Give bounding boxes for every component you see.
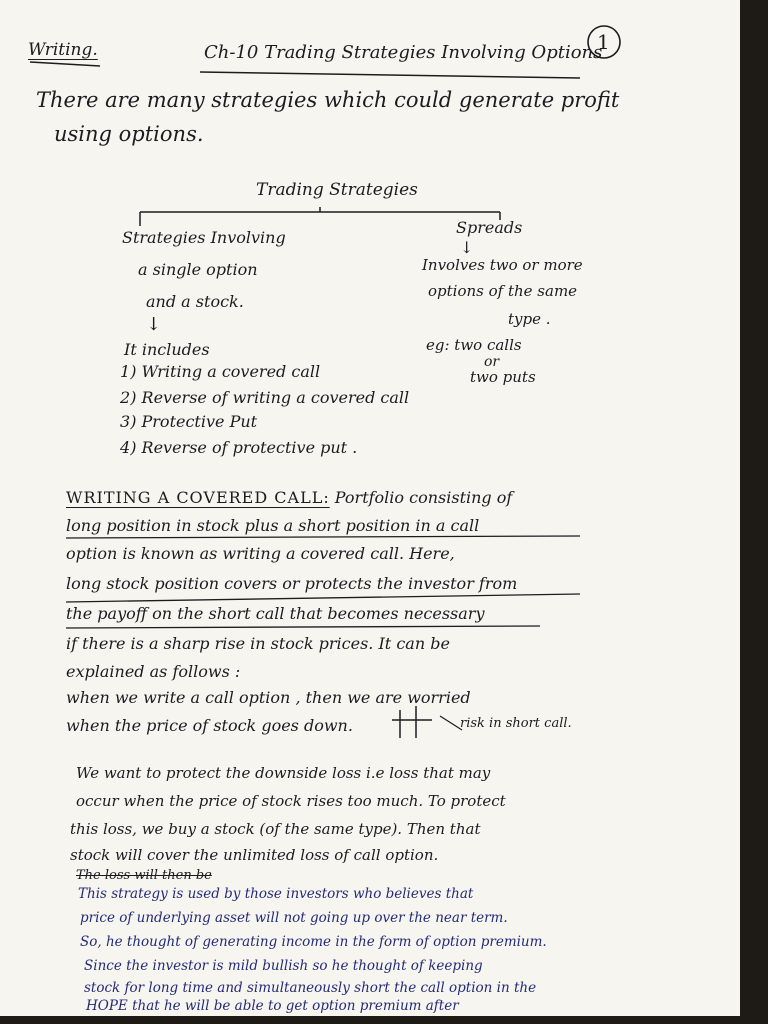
tree-right-title: Spreads (456, 218, 523, 237)
list-item: 3) Protective Put (120, 412, 258, 431)
tree-left-line-3: and a stock. (146, 292, 244, 311)
tree-right-line-2: options of the same (428, 282, 578, 300)
list-num: 1 (120, 362, 131, 381)
tree-left-line-1: Strategies Involving (122, 228, 286, 247)
chapter-title: Ch-10 Trading Strategies Involving Options (204, 42, 603, 63)
para2-line-2: this loss, we buy a stock (of the same type). Then that (70, 820, 481, 838)
intro-line-1: There are many strategies which could generate profit (36, 88, 620, 112)
blue-note-line-1: price of underlying asset will not going up over the near term. (80, 910, 508, 926)
blue-note-line-4: stock for long time and simultaneously short the call option in the (84, 980, 537, 996)
blue-note-line-5: HOPE that he will be able to get option premium after (86, 998, 459, 1014)
tree-right-line-1: Involves two or more (422, 256, 583, 274)
para2-line-0: We want to protect the downside loss i.e loss that may (76, 764, 491, 782)
covered-call-line-4: the payoff on the short call that becomes necessary (66, 604, 485, 623)
covered-call-line-7: when we write a call option , then we are worried (66, 688, 471, 707)
list-text: Reverse of protective put . (141, 438, 358, 457)
tree-right-line-3: type . (508, 310, 551, 328)
para2-line-3: stock will cover the unlimited loss of call option. (70, 846, 439, 864)
covered-call-line-2: option is known as writing a covered call. Here, (66, 544, 455, 563)
tree-left-line-2: a single option (138, 260, 258, 279)
struck-text: The loss will then be (76, 868, 212, 883)
tree-right-arrow: ↓ (460, 238, 474, 257)
blue-note-line-3: Since the investor is mild bullish so he thought of keeping (84, 958, 483, 974)
heading-underline (30, 62, 100, 66)
intro-line-2: using options. (54, 122, 204, 146)
tree-right-eg: eg: two calls (426, 336, 522, 354)
list-num: 3 (120, 412, 131, 431)
list-text: Writing a covered call (141, 362, 321, 381)
heading-left: Writing. (28, 40, 98, 60)
list-item: 2) Reverse of writing a covered call (120, 388, 410, 407)
list-num: 2 (120, 388, 131, 407)
list-item: 4) Reverse of protective put . (120, 438, 358, 457)
covered-call-line-6: explained as follows : (66, 662, 241, 681)
page-number: 1 (597, 30, 610, 54)
blue-note-line-0: This strategy is used by those investors who believes that (78, 886, 474, 902)
covered-call-line-5: if there is a sharp rise in stock prices. It can be (66, 634, 450, 653)
covered-call-heading: WRITING A COVERED CALL: (66, 488, 330, 507)
tree-left-arrow: ↓ (146, 314, 162, 335)
blue-note-line-2: So, he thought of generating income in the form of option premium. (80, 934, 547, 950)
title-underline (200, 72, 580, 78)
list-text: Reverse of writing a covered call (141, 388, 410, 407)
list-text: Protective Put (141, 412, 258, 431)
list-num: 4 (120, 438, 131, 457)
list-item: 1) Writing a covered call (120, 362, 321, 381)
risk-note: risk in short call. (460, 716, 572, 731)
covered-call-line-8: when the price of stock goes down. (66, 716, 353, 735)
covered-call-line-1: long position in stock plus a short position in a call (66, 516, 480, 535)
tree-root: Trading Strategies (256, 180, 418, 200)
tree-right-puts: two puts (470, 368, 536, 386)
tree-right-or: or (484, 354, 500, 370)
covered-call-line-3: long stock position covers or protects the investor from (66, 574, 518, 593)
covered-call-intro: Portfolio consisting of (329, 488, 513, 507)
includes-label: It includes (124, 340, 210, 359)
covered-call-line-0 (66, 488, 512, 507)
para2-line-1: occur when the price of stock rises too much. To protect (76, 792, 506, 810)
